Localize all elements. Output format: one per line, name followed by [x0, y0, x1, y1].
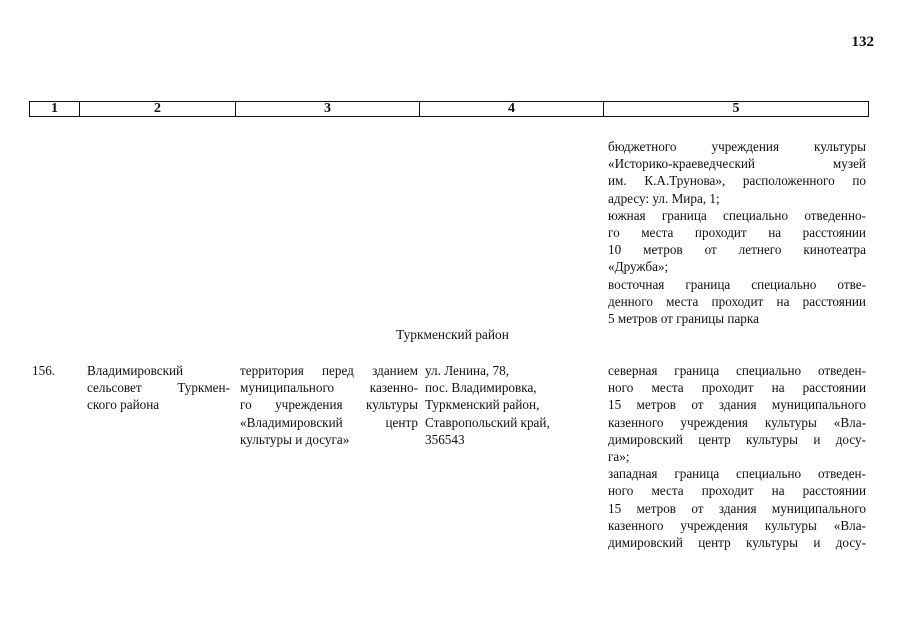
text-line: ского района — [87, 397, 160, 413]
text-line: муниципального казенно- — [240, 380, 418, 396]
row-col5-boundaries — [608, 362, 866, 551]
text-line: 356543 — [425, 431, 465, 447]
page-number: 132 — [851, 34, 874, 50]
text-line: «Владимировский центр — [240, 414, 418, 430]
text-line: ного места проходит на расстоянии — [608, 483, 866, 499]
text-line: Туркменский район, — [425, 397, 540, 413]
text-line: казенного учреждения культуры «Вла- — [608, 517, 866, 533]
text-line: денного места проходит на расстоянии — [608, 293, 866, 309]
text-line: «Историко-краеведческий музей — [608, 156, 866, 172]
text-line: 15 метров от здания муниципального — [608, 397, 866, 413]
text-line: территория перед зданием — [240, 363, 418, 378]
row-col4-address — [425, 362, 600, 448]
text-line: «Дружба»; — [608, 259, 669, 275]
text-line: димировский центр культуры и досу- — [608, 431, 866, 447]
text-line: пос. Владимировка, — [425, 380, 537, 396]
header-cell-2: 2 — [80, 102, 236, 116]
text-line: го места проходит на расстоянии — [608, 225, 866, 241]
text-line: димировский центр культуры и досу- — [608, 535, 866, 551]
text-line: бюджетного учреждения культуры — [608, 139, 866, 154]
text-line: ул. Ленина, 78, — [425, 363, 509, 378]
header-cell-4: 4 — [420, 102, 604, 116]
text-line: восточная граница специально отве- — [608, 276, 866, 292]
row-col2-municipality — [87, 362, 230, 414]
text-line: адресу: ул. Мира, 1; — [608, 190, 720, 206]
header-cell-3: 3 — [236, 102, 420, 116]
text-line: северная граница специально отведен- — [608, 363, 866, 378]
table-header-row — [29, 101, 869, 117]
row-col3-territory — [240, 362, 418, 448]
text-line: южная граница специально отведенно- — [608, 207, 866, 223]
text-line: 5 метров от границы парка — [608, 311, 759, 327]
row-number: 156. — [32, 363, 56, 378]
text-line: го учреждения культуры — [240, 397, 418, 413]
text-line: ного места проходит на расстоянии — [608, 380, 866, 396]
text-line: казенного учреждения культуры «Вла- — [608, 414, 866, 430]
text-line: 10 метров от летнего кинотеатра — [608, 242, 866, 258]
text-line: Владимировский — [87, 363, 184, 378]
continued-col5-text — [608, 138, 866, 327]
district-heading: Туркменский район — [396, 327, 509, 342]
text-line: культуры и досуга» — [240, 431, 350, 447]
text-line: им. К.А.Трунова», расположенного по — [608, 173, 866, 189]
text-line: га»; — [608, 449, 630, 465]
text-line: 15 метров от здания муниципального — [608, 500, 866, 516]
text-line: сельсовет Туркмен- — [87, 380, 230, 396]
text-line: западная граница специально отведен- — [608, 466, 866, 482]
text-line: Ставропольский край, — [425, 414, 550, 430]
header-cell-1: 1 — [30, 102, 80, 116]
header-cell-5: 5 — [732, 101, 740, 116]
